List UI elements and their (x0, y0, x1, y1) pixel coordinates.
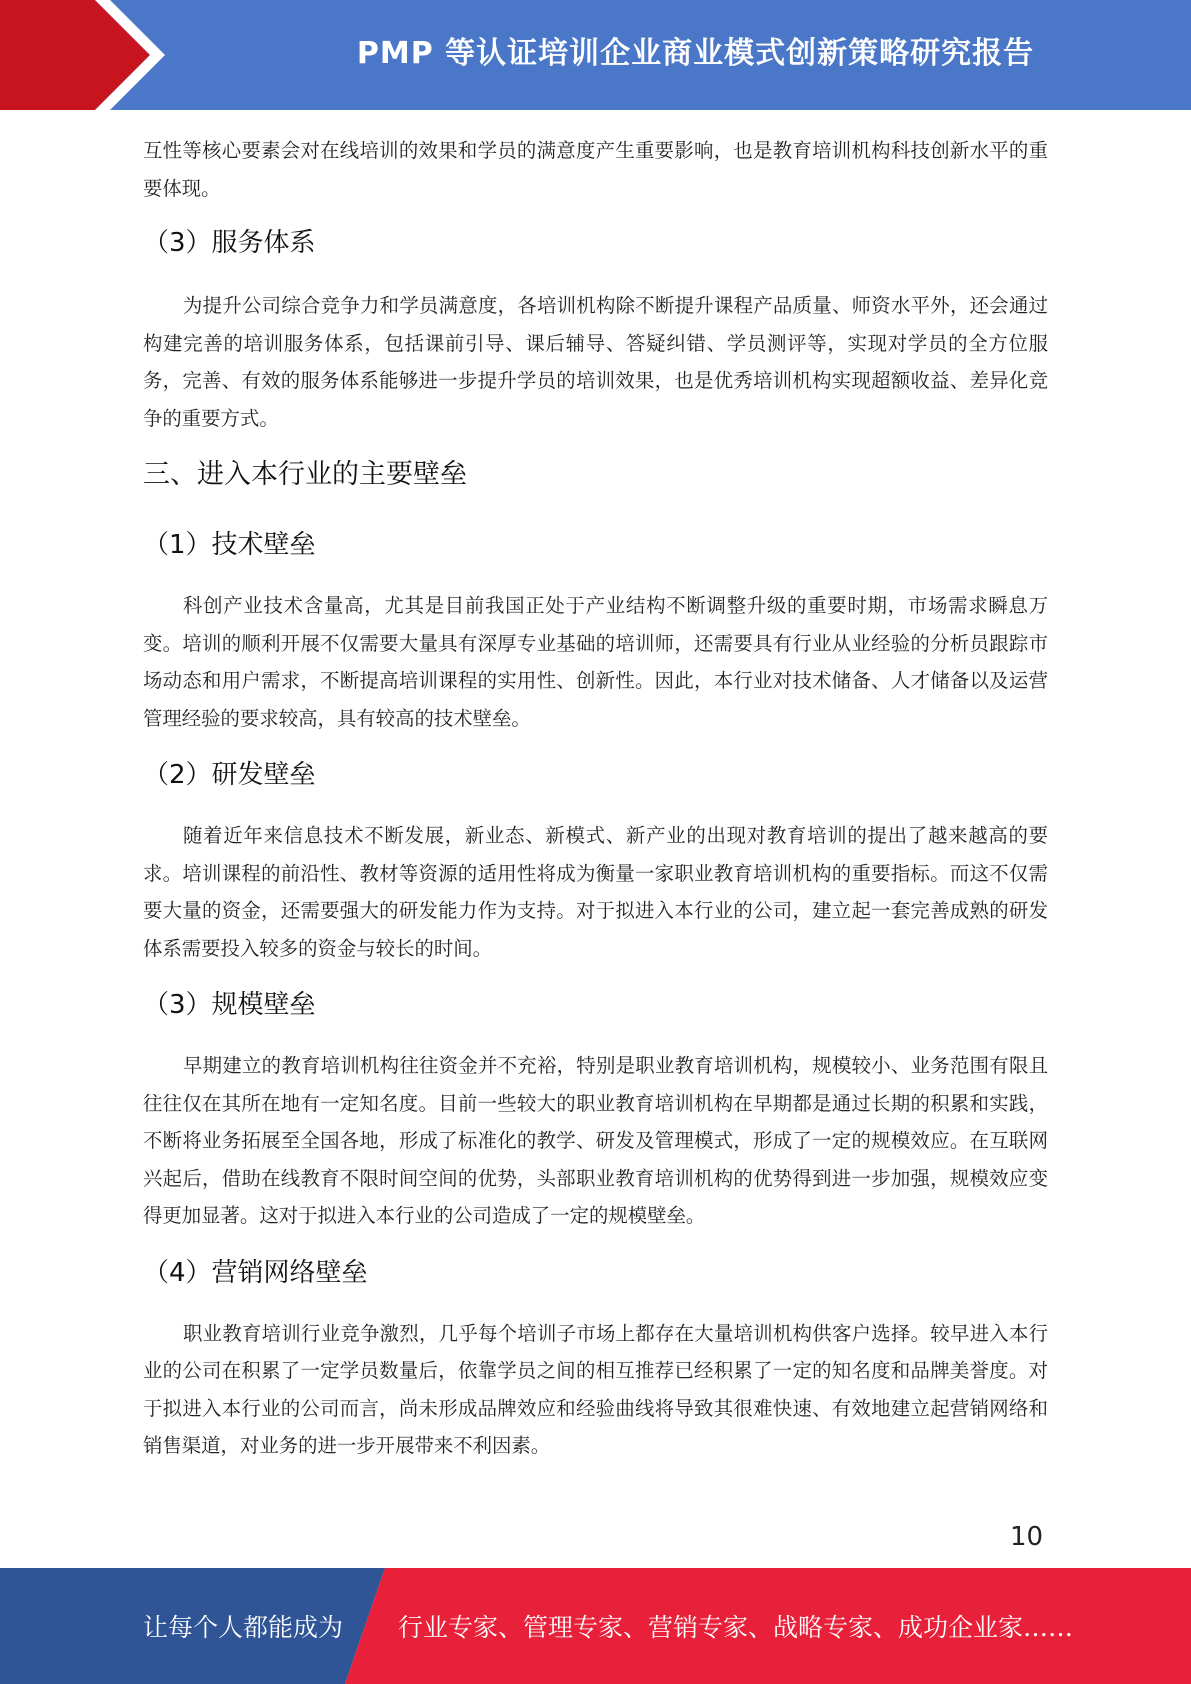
header-title: PMP 等认证培训企业商业模式创新策略研究报告 (356, 36, 1035, 71)
heading-service-system: （3）服务体系 (143, 228, 316, 258)
paragraph-scale-barrier: 早期建立的教育培训机构往往资金并不充裕，特别是职业教育培训机构，规模较小、业务范围有限且往往仅在其所在地有一定知名度。目前一些较大的职业教育培训机构在早期都是通过长期的积累和实践，不断将业务拓展至全国各地，形成了标准化的教学、研发及管理模式，形成了一定的规模效应。在互联网兴起后，借助在线教育不限时间空间的优势，头部职业教育培训机构的优势得到进一步加强，规模效应变得更加显著。这对于拟进入本行业的公司造成了一定的规模壁垒。 (143, 1054, 1048, 1227)
paragraph-tech-barrier: 科创产业技术含量高，尤其是目前我国正处于产业结构不断调整升级的重要时期，市场需求瞬息万变。培训的顺利开展不仅需要大量具有深厚专业基础的培训师，还需要具有行业从业经验的分析员跟踪市场动态和用户需求，不断提高培训课程的实用性、创新性。因此，本行业对技术储备、人才储备以及运营管理经验的要求较高，具有较高的技术壁垒。 (143, 594, 1048, 730)
heading-rd-barrier: （2）研发壁垒 (143, 760, 316, 790)
heading-scale-barrier: （3）规模壁垒 (143, 990, 316, 1020)
document-body (143, 132, 1048, 1465)
header-arrow-decoration (0, 0, 200, 110)
footer-slogan-right: 行业专家、管理专家、营销专家、战略专家、成功企业家…… (398, 1613, 1074, 1642)
page-footer (0, 1568, 1191, 1684)
paragraph-service-system: 为提升公司综合竞争力和学员满意度，各培训机构除不断提升课程产品质量、师资水平外，还会通过构建完善的培训服务体系，包括课前引导、课后辅导、答疑纠错、学员测评等，实现对学员的全方位服务，完善、有效的服务体系能够进一步提升学员的培训效果，也是优秀培训机构实现超额收益、差异化竞争的重要方式。 (143, 294, 1048, 430)
heading-tech-barrier: （1）技术壁垒 (143, 530, 316, 560)
paragraph-continuation: 互性等核心要素会对在线培训的效果和学员的满意度产生重要影响，也是教育培训机构科技创新水平的重要体现。 (143, 139, 1048, 200)
page-number: 10 (1010, 1522, 1044, 1552)
paragraph-marketing-barrier: 职业教育培训行业竞争激烈，几乎每个培训子市场上都存在大量培训机构供客户选择。较早进入本行业的公司在积累了一定学员数量后，依靠学员之间的相互推荐已经积累了一定的知名度和品牌美誉度。对于拟进入本行业的公司而言，尚未形成品牌效应和经验曲线将导致其很难快速、有效地建立起营销网络和销售渠道，对业务的进一步开展带来不利因素。 (143, 1321, 1048, 1457)
heading-marketing-barrier: （4）营销网络壁垒 (143, 1257, 368, 1288)
footer-slogan-left: 让每个人都能成为 (143, 1613, 344, 1642)
page-header (0, 0, 1191, 110)
paragraph-rd-barrier: 随着近年来信息技术不断发展，新业态、新模式、新产业的出现对教育培训的提出了越来越高的要求。培训课程的前沿性、教材等资源的适用性将成为衡量一家职业教育培训机构的重要指标。而这不仅需要大量的资金，还需要强大的研发能力作为支持。对于拟进入本行业的公司，建立起一套完善成熟的研发体系需要投入较多的资金与较长的时间。 (143, 824, 1048, 960)
heading-industry-barriers: 三、进入本行业的主要壁垒 (143, 459, 467, 490)
